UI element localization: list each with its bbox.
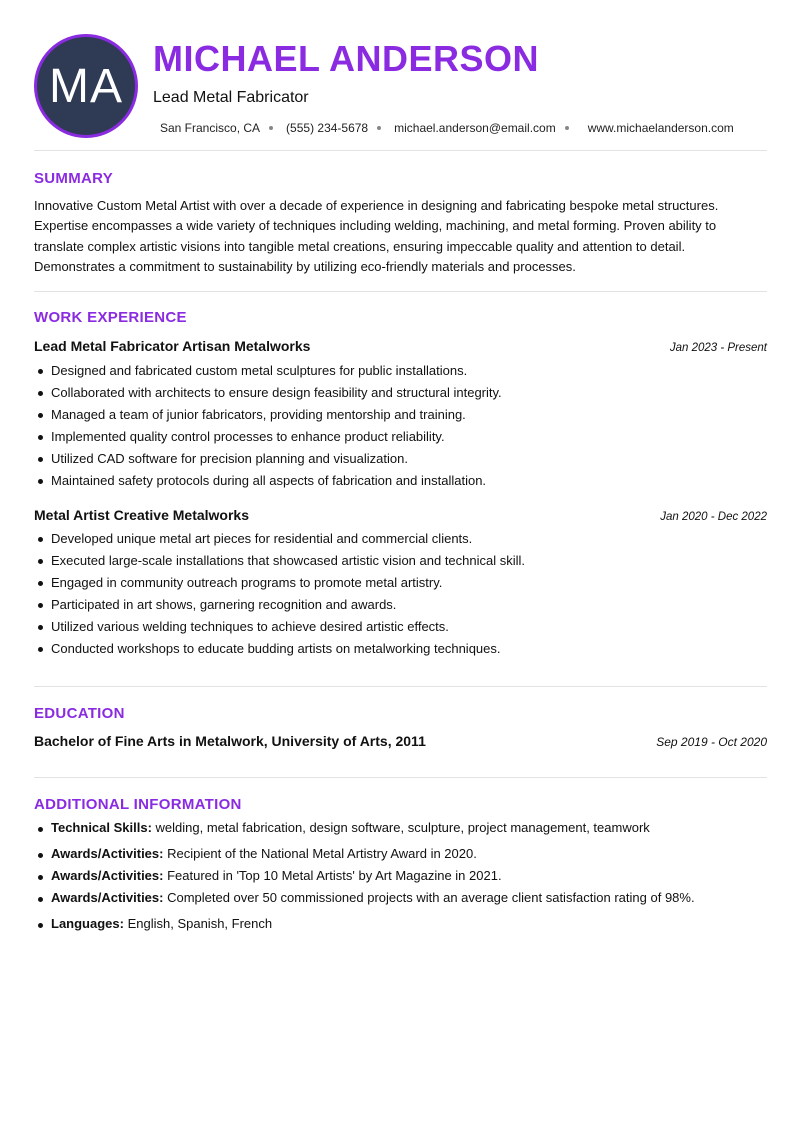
education-entry — [34, 733, 767, 749]
item-text: Featured in 'Top 10 Metal Artists' by Art Magazine in 2021. — [163, 868, 502, 883]
list-item — [34, 890, 767, 916]
avatar-initials: MA — [49, 59, 123, 113]
list-item — [34, 846, 767, 868]
job-bullets — [34, 360, 767, 492]
list-item: Managed a team of junior fabricators, providing mentorship and training. — [34, 404, 767, 426]
item-text: Completed over 50 commissioned projects with an average client satisfaction rating of 98%. — [163, 890, 695, 905]
list-item — [34, 820, 767, 846]
list-item: Developed unique metal art pieces for residential and commercial clients. — [34, 528, 767, 550]
contact-email[interactable]: michael.anderson@email.com — [394, 121, 556, 135]
separator-dot-icon — [269, 126, 273, 130]
item-text: Recipient of the National Metal Artistry Award in 2020. — [163, 846, 477, 861]
job-header — [34, 338, 767, 354]
job-date: Jan 2020 - Dec 2022 — [660, 511, 767, 523]
additional-info-heading: ADDITIONAL INFORMATION — [34, 796, 242, 813]
avatar — [34, 34, 138, 138]
item-label: Awards/Activities: — [51, 846, 164, 861]
divider — [34, 686, 767, 687]
contact-phone: (555) 234-5678 — [286, 121, 369, 135]
job-date: Jan 2023 - Present — [669, 342, 767, 354]
contact-website[interactable]: www.michaelanderson.com — [587, 121, 734, 135]
item-text: welding, metal fabrication, design software, sculpture, project management, teamwork — [151, 820, 650, 835]
summary-heading: SUMMARY — [34, 170, 114, 187]
education-date: Sep 2019 - Oct 2020 — [656, 735, 767, 749]
list-item: Designed and fabricated custom metal sculptures for public installations. — [34, 360, 767, 382]
separator-dot-icon — [565, 126, 569, 130]
education-heading: EDUCATION — [34, 705, 125, 722]
list-item: Conducted workshops to educate budding artists on metalworking techniques. — [34, 638, 767, 660]
item-text: English, Spanish, French — [123, 916, 273, 931]
divider — [34, 150, 767, 151]
separator-dot-icon — [377, 126, 381, 130]
item-label: Awards/Activities: — [51, 868, 164, 883]
contact-location: San Francisco, CA — [160, 121, 261, 135]
candidate-name: MICHAEL ANDERSON — [153, 38, 540, 79]
list-item: Engaged in community outreach programs to promote metal artistry. — [34, 572, 767, 594]
item-label: Technical Skills: — [51, 820, 152, 835]
education-degree: Bachelor of Fine Arts in Metalwork, University of Arts, 2011 — [34, 733, 426, 749]
job-title: Lead Metal Fabricator Artisan Metalworks — [34, 338, 311, 354]
list-item — [34, 868, 767, 890]
item-label: Awards/Activities: — [51, 890, 164, 905]
contact-bar — [160, 121, 734, 135]
job-title: Metal Artist Creative Metalworks — [34, 507, 249, 523]
list-item: Participated in art shows, garnering recognition and awards. — [34, 594, 767, 616]
list-item — [34, 916, 767, 938]
divider — [34, 291, 767, 292]
candidate-title: Lead Metal Fabricator — [153, 89, 309, 106]
work-experience-heading: WORK EXPERIENCE — [34, 309, 187, 326]
list-item: Executed large-scale installations that showcased artistic vision and technical skill. — [34, 550, 767, 572]
job-header — [34, 507, 767, 523]
job-bullets — [34, 528, 767, 660]
additional-info-list — [34, 820, 767, 938]
list-item: Collaborated with architects to ensure design feasibility and structural integrity. — [34, 382, 767, 404]
list-item: Utilized various welding techniques to achieve desired artistic effects. — [34, 616, 767, 638]
list-item: Utilized CAD software for precision planning and visualization. — [34, 448, 767, 470]
divider — [34, 777, 767, 778]
list-item: Implemented quality control processes to enhance product reliability. — [34, 426, 767, 448]
item-label: Languages: — [51, 916, 124, 931]
list-item: Maintained safety protocols during all aspects of fabrication and installation. — [34, 470, 767, 492]
summary-text: Innovative Custom Metal Artist with over a decade of experience in designing and fabricating bespoke metal structures. Expertise encompasses a wide variety of techniques including welding, machining, and metal forming. Proven ability to translate complex artistic visions into tangible metal creations, ensuring impeccable quality and attention to detail. Demonstrates a commitment to sustainability by utilizing eco-friendly materials and processes. — [34, 198, 719, 274]
